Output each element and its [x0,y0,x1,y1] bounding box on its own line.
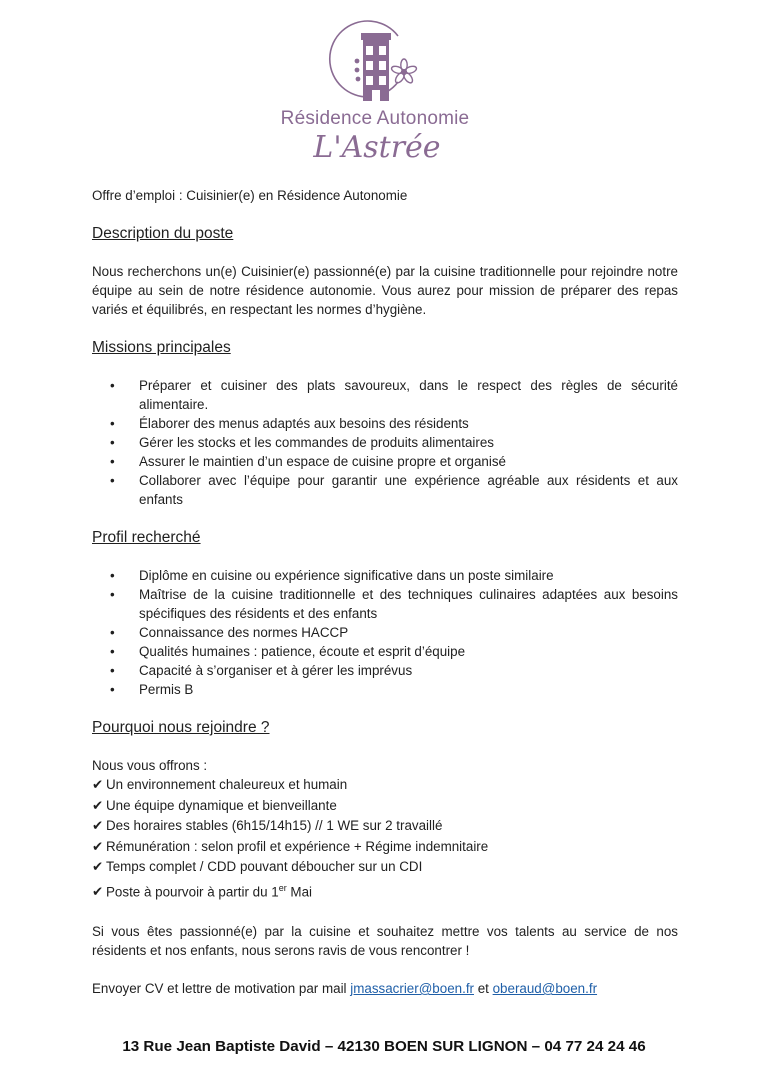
list-item [92,414,678,433]
list-item-text: Diplôme en cuisine ou expérience significative dans un poste similaire [139,568,554,583]
bullet-icon: • [110,416,115,431]
checkmark-icon: ✔ [92,859,104,875]
list-item-text: Élaborer des menus adaptés aux besoins des résidents [139,416,469,431]
benefit-item [92,857,678,878]
description-text [92,262,678,319]
benefit-text: Un environnement chaleureux et humain [106,777,348,792]
checkmark-icon: ✔ [92,818,104,834]
missions-heading: Missions principales [92,339,231,356]
bullet-icon: • [110,587,115,602]
list-item [92,566,678,585]
checkmark-icon: ✔ [92,777,104,792]
benefit-text: Des horaires stables (6h15/14h15) // 1 WE sur 2 travaillé [106,818,443,834]
list-item [92,661,678,680]
pourquoi-heading: Pourquoi nous rejoindre ? [92,719,270,736]
benefit-text: Une équipe dynamique et bienveillante [106,797,337,813]
benefit-item [92,775,678,796]
checkmark-icon: ✔ [92,797,104,813]
benefit-text: Temps complet / CDD pouvant déboucher sur un CDI [106,859,423,875]
checkmark-icon: ✔ [92,884,104,900]
closing-text [92,922,678,960]
job-offer [92,186,678,998]
benefit-text: Mai [286,884,313,900]
bullet-icon: • [110,644,115,659]
list-item-text: Assurer le maintien d’un espace de cuisine propre et organisé [139,454,506,469]
benefit-item [92,816,678,837]
bullet-icon: • [110,378,115,393]
building-flower-logo-icon [280,14,480,109]
pourquoi-intro: Nous vous offrons : [92,758,208,773]
benefit-text: Poste à pourvoir à partir du 1 [106,884,279,900]
profil-list [92,566,678,699]
list-item [92,433,678,452]
description-part: Cuisinier(e) [241,264,310,279]
description-part: passionné(e) par la cuisine traditionnelle pour rejoindre notre équipe au sein de notre [92,264,679,298]
description-part: . Vous aurez pour mission de préparer des repas variés et équilibrés, en respectant les normes d’hygiène. [92,283,678,317]
logo-text-script: L'Astrée [313,130,441,165]
list-item [92,376,678,414]
list-item-text: Gérer les stocks et les commandes de produits alimentaires [139,435,495,450]
benefit-text: Rémunération : selon profil et expérience + Régime indemnitaire [106,838,489,854]
list-item [92,471,678,509]
page-title: Offre d’emploi : Cuisinier(e) en Résidence Autonomie [92,188,408,203]
list-item [92,452,678,471]
list-item-text: Permis B [139,682,194,697]
list-item-text: Connaissance des normes HACCP [139,625,349,640]
checkmark-icon: ✔ [92,838,104,854]
closing-part: Si vous êtes passionné(e) par la cuisine et souhaitez mettre vos talents au service de nos résidents et nos enfants, [92,924,678,959]
list-item-text: Capacité à s’organiser et à gérer les imprévus [139,663,413,678]
description-heading: Description du poste [92,225,234,242]
logo [280,14,480,164]
profil-heading: Profil recherché [92,529,201,546]
contact-label: Envoyer CV et lettre de motivation par mail [92,981,351,997]
bullet-icon: • [110,682,115,697]
contact-text [92,979,678,998]
contact-and: et [474,981,493,997]
list-item [92,680,678,699]
list-item-text: Qualités humaines : patience, écoute et esprit d’équipe [139,644,466,659]
footer-address: 13 Rue Jean Baptiste David – 42130 BOEN SUR LIGNON – 04 77 24 24 46 [122,1038,646,1055]
logo-text-top: Résidence Autonomie [280,108,470,129]
bullet-icon: • [110,568,115,583]
list-item [92,642,678,661]
description-part: résidence autonomie [245,283,373,298]
description-part: Nous recherchons un(e) [92,264,242,279]
bullet-icon: • [110,625,115,640]
bullet-icon: • [110,435,115,450]
list-item [92,623,678,642]
bullet-icon: • [110,663,115,678]
benefit-item [92,837,678,858]
list-item [92,585,678,623]
bullet-icon: • [110,454,115,469]
closing-part: nous serons ravis de vous rencontrer ! [241,943,470,959]
benefit-sup: er [278,882,287,893]
email-link-jmassacrier[interactable]: jmassacrier@boen.fr [350,981,474,997]
benefit-item [92,878,678,903]
benefit-item [92,796,678,817]
list-item-text: Maîtrise de la cuisine traditionnelle et des techniques culinaires adaptées aux besoins spécifiques des résidents et des enfants [139,587,678,621]
email-link-oberaud[interactable]: oberaud@boen.fr [492,981,598,997]
missions-list [92,376,678,509]
list-item-text: Collaborer avec l’équipe pour garantir une expérience agréable aux résidents et aux enfants [139,473,678,507]
benefits-list [92,775,678,903]
list-item-text: Préparer et cuisiner des plats savoureux, dans le respect des règles de sécurité alimentaire. [139,378,678,412]
bullet-icon: • [110,473,115,488]
